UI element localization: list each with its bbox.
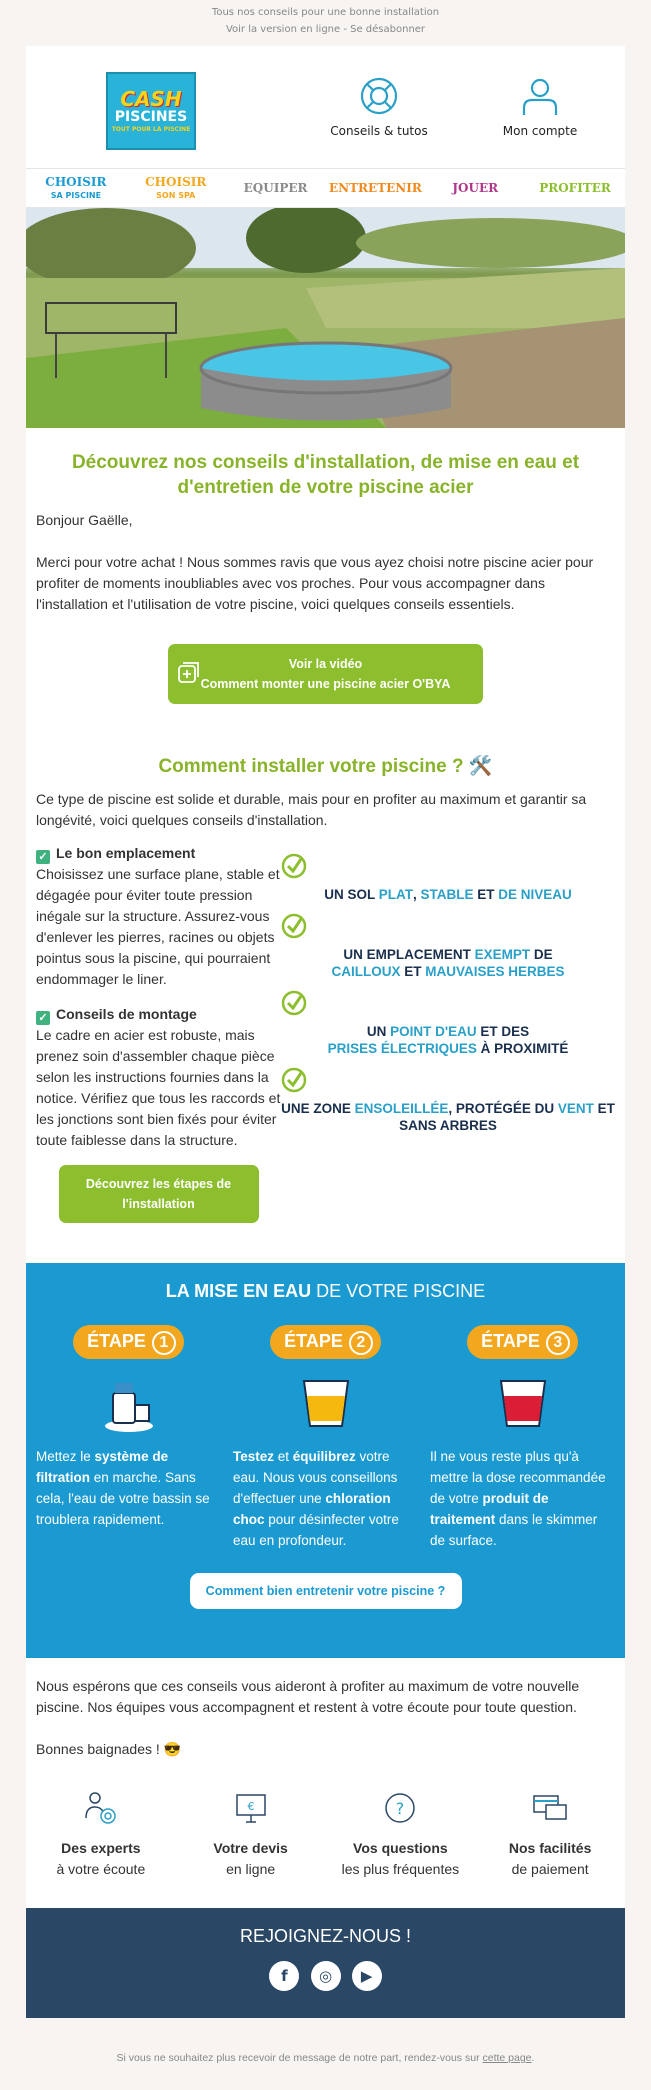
social-title: REJOIGNEZ-NOUS !: [239, 1926, 411, 1946]
logo-tagline: TOUT POUR LA PISCINE: [111, 126, 191, 133]
video-button[interactable]: [168, 644, 483, 704]
step-1-text: Mettez le système de filtration en marche. Sans cela, l'eau de votre bassin se troublera rapidement.: [36, 1449, 210, 1527]
nav-profiter[interactable]: PROFITER: [539, 181, 611, 195]
email-body: [26, 46, 625, 2018]
nav-choisir-spa[interactable]: CHOISIR SON SPA: [145, 175, 207, 200]
youtube-icon[interactable]: ▶: [352, 1961, 382, 1991]
feature-4: UNE ZONE ENSOLEILLÉE, PROTÉGÉE DU VENT ET SANS ARBRES: [281, 1067, 615, 1134]
service-devis[interactable]: € Votre devis en ligne: [176, 1790, 326, 1880]
hero-illustration: [26, 208, 625, 428]
mise-en-eau-section: [26, 1263, 625, 1658]
feature-3: UN POINT D'EAU ET DES PRISES ÉLECTRIQUES À PROXIMITÉ: [281, 990, 615, 1057]
check-circle-icon: [281, 853, 307, 879]
step-2: [227, 1325, 424, 1551]
features-infographic: [281, 843, 615, 1223]
mon-compte-link[interactable]: [485, 76, 595, 138]
conseils-tutos-label: Conseils & tutos: [330, 124, 428, 138]
step-2-text: Testez et équilibrez votre eau. Nous vous conseillons d'effectuer une chloration choc pour désinfecter votre eau en profondeur.: [233, 1449, 399, 1548]
header: [26, 46, 625, 168]
footer: Si vous ne souhaitez plus recevoir de message de notre part, rendez-vous sur cette page.: [116, 2052, 535, 2064]
etape-badge: ÉTAPE 1: [73, 1325, 184, 1359]
svg-text:?: ?: [396, 1799, 405, 1818]
install-intro: Ce type de piscine est solide et durable, mais pour en profiter au maximum et garantir sa longévité, voici quelques conseils d'installation.: [36, 791, 587, 828]
item1-text: Choisissez une surface plane, stable et dégagée pour éviter toute pression inégale sur la structure. Assurez-vous d'enlever les pierres, racines ou objets pointus sous la piscine, qui pourraient endommager le liner.: [36, 866, 280, 987]
preheader: [0, 0, 651, 46]
etape-badge: ÉTAPE 2: [270, 1325, 381, 1359]
logo-text-cash: CASH: [120, 87, 182, 111]
intro-body: Merci pour votre achat ! Nous sommes ravis que vous ayez choisi notre piscine acier pour profiter de moments inoubliables avec vos proches. Pour vous accompagner dans l'installation et l'utilisation de votre piscine, voici quelques conseils essentiels.: [36, 554, 594, 612]
mise-en-eau-title: LA MISE EN EAU DE VOTRE PISCINE: [165, 1281, 486, 1301]
feature-1: UN SOL PLAT, STABLE ET DE NIVEAU: [281, 853, 615, 903]
view-online-unsubscribe-link[interactable]: Voir la version en ligne - Se désabonner: [225, 24, 426, 35]
preheader-text: Tous nos conseils pour une bonne installation: [211, 7, 440, 18]
video-button-label-1: Voir la vidéo: [288, 657, 363, 671]
question-icon: [382, 1790, 418, 1826]
quote-monitor-icon: [233, 1790, 269, 1826]
nav-jouer[interactable]: JOUER: [452, 181, 499, 195]
lifebuoy-icon: [359, 76, 399, 116]
social-section: [26, 1908, 625, 2018]
logo-text-piscines: PISCINES: [114, 109, 188, 125]
mon-compte-label: Mon compte: [502, 124, 578, 138]
check-circle-icon: [281, 913, 307, 939]
etape-badge: ÉTAPE 3: [467, 1325, 578, 1359]
conseils-tutos-link[interactable]: [324, 76, 434, 138]
svg-text:€: €: [247, 1800, 255, 1813]
pool-filter-icon: [99, 1371, 159, 1436]
check-circle-icon: [281, 990, 307, 1016]
installation-steps-button[interactable]: Découvrez les étapes de l'installation: [59, 1165, 259, 1223]
item1-heading: ✓ Le bon emplacement: [36, 843, 281, 864]
main-nav: [26, 168, 625, 208]
service-questions[interactable]: ? Vos questions les plus fréquentes: [326, 1790, 476, 1880]
item2-heading: ✓ Conseils de montage: [36, 1004, 281, 1025]
feature-2: UN EMPLACEMENT EXEMPT DE CAILLOUX ET MAUVAISES HERBES: [281, 913, 615, 980]
nav-entretenir[interactable]: ENTRETENIR: [329, 181, 422, 195]
facebook-icon[interactable]: f: [269, 1961, 299, 1991]
service-paiement[interactable]: Nos facilités de paiement: [475, 1790, 625, 1880]
video-button-label-2: Comment monter une piscine acier O'BYA: [200, 677, 451, 691]
services-row: [26, 1760, 625, 1908]
checkmark-icon: ✓: [36, 1011, 50, 1025]
step-3: [424, 1325, 621, 1551]
checkmark-icon: ✓: [36, 850, 50, 864]
experts-icon: [83, 1790, 119, 1826]
step-3-text: Il ne vous reste plus qu'à mettre la dose recommandée de votre produit de traitement dans le skimmer de surface.: [430, 1449, 606, 1548]
intro-title: Découvrez nos conseils d'installation, de mise en eau et d'entretien de votre piscine acier: [71, 452, 580, 498]
user-icon: [520, 76, 560, 116]
cash-piscines-logo[interactable]: [106, 72, 196, 150]
install-title: Comment installer votre piscine ? 🛠️: [158, 756, 493, 777]
instagram-icon[interactable]: ◎: [311, 1961, 341, 1991]
hero-image-steel-pool[interactable]: [26, 208, 625, 428]
step-1: [30, 1325, 227, 1551]
unsubscribe-link[interactable]: cette page: [482, 2052, 532, 2064]
nav-choisir-piscine[interactable]: CHOISIR SA PISCINE: [45, 175, 107, 200]
payment-card-icon: [532, 1790, 568, 1826]
entretien-button[interactable]: Comment bien entretenir votre piscine ?: [190, 1573, 462, 1609]
treatment-cup-icon: [493, 1371, 553, 1436]
service-experts[interactable]: Des experts à votre écoute: [26, 1790, 176, 1880]
nav-equiper[interactable]: EQUIPER: [243, 181, 308, 195]
signoff: Bonnes baignades ! 😎: [36, 1741, 182, 1757]
water-test-cup-icon: [296, 1371, 356, 1436]
greeting: Bonjour Gaëlle,: [36, 512, 133, 528]
outro-text: Nous espérons que ces conseils vous aideront à profiter au maximum de votre nouvelle piscine. Nos équipes vous accompagnent et restent à votre écoute pour toute question.: [36, 1678, 580, 1715]
check-circle-icon: [281, 1067, 307, 1093]
item2-text: Le cadre en acier est robuste, mais prenez soin d'assembler chaque pièce selon les instructions fournies dans la notice. Vérifiez que tous les raccords et les jonctions sont bien fixés pour éviter toute faiblesse dans la structure.: [36, 1027, 281, 1148]
video-play-icon: [178, 662, 200, 684]
